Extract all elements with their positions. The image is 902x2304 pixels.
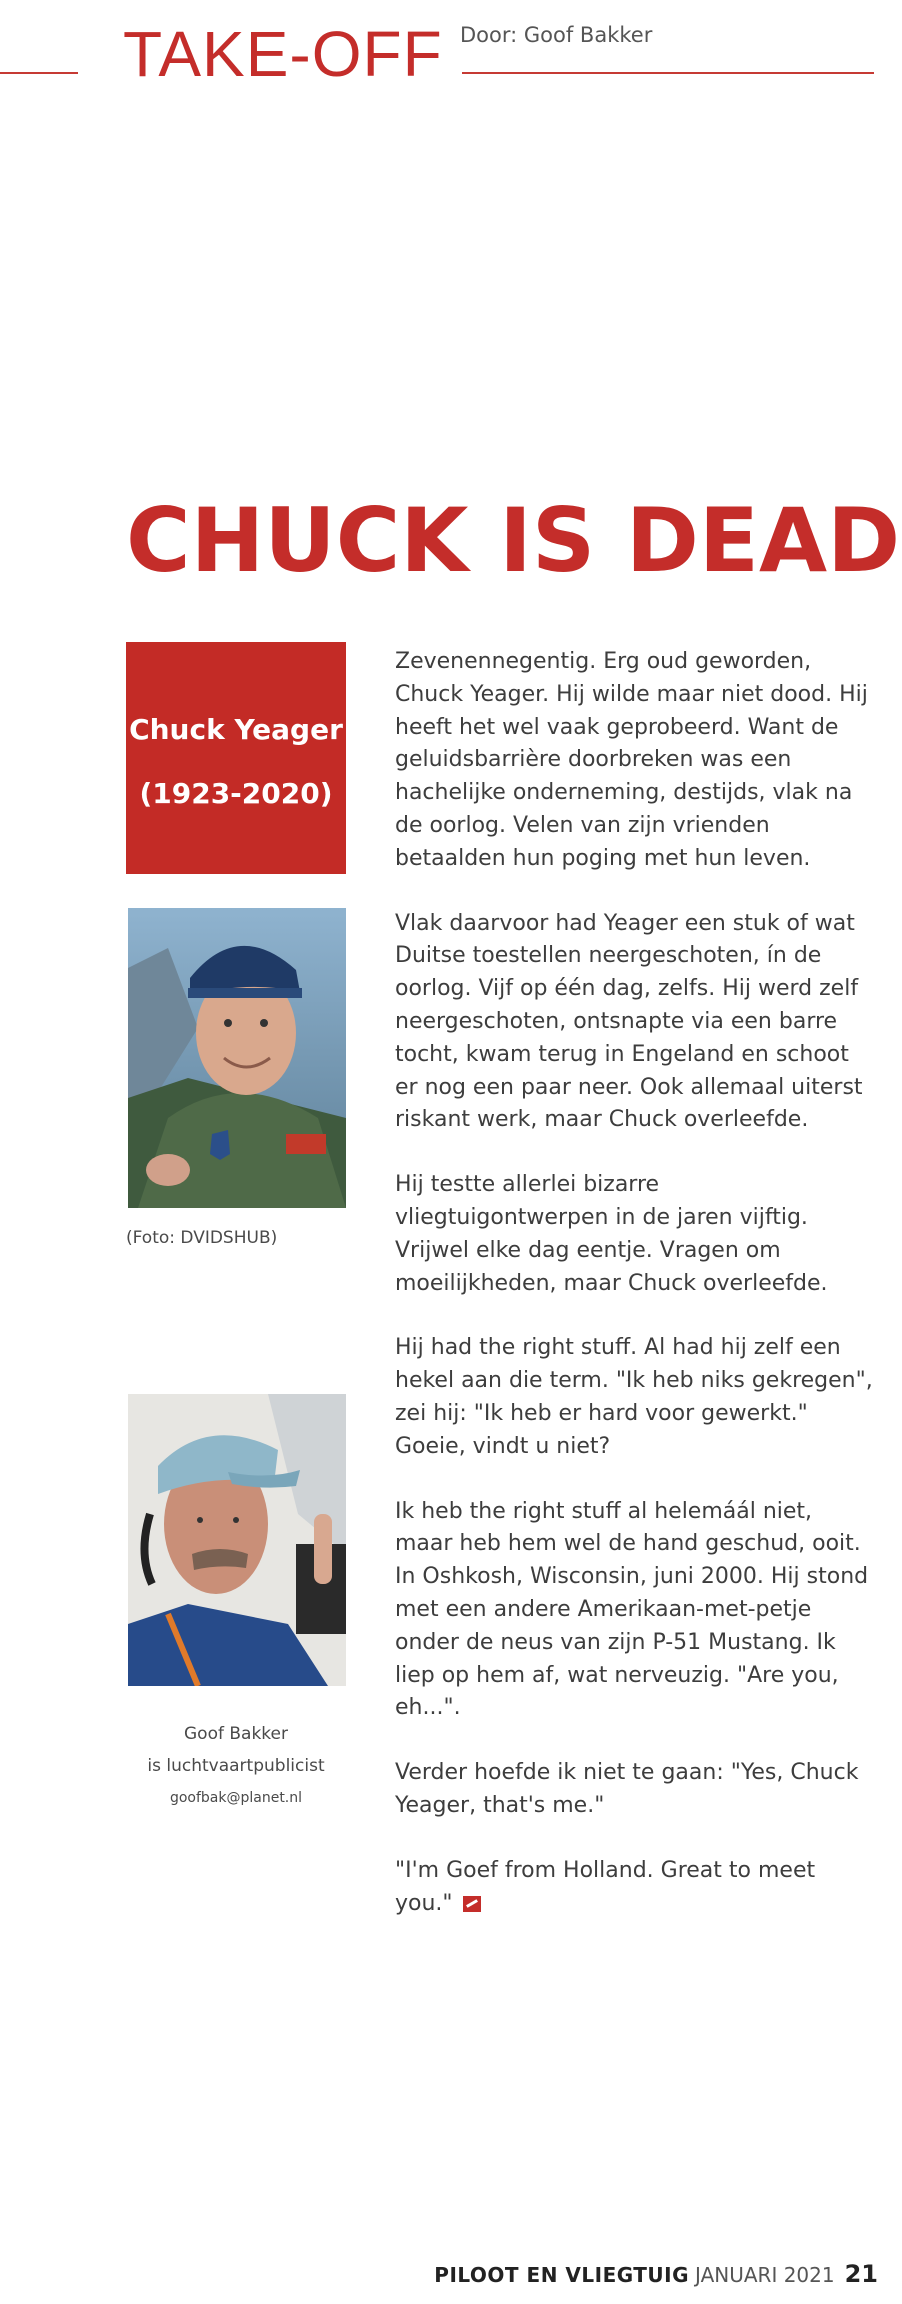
paragraph: Vlak daarvoor had Yeager een stuk of wat Duitse toestellen neergeschoten, ín de oorlog. Vijf op één dag, zelfs. Hij werd zelf neergeschoten, ontsnapte via een barre tocht, kwam terug in Engeland en schoot er nog een paar neer. Ook allemaal uiterst riskant werk, maar Chuck overleefde. — [395, 910, 863, 1133]
end-of-article-icon — [463, 1896, 481, 1912]
page-footer — [434, 2260, 878, 2289]
issue-date: JANUARI 2021 — [695, 2263, 835, 2287]
author-role: is luchtvaartpublicist — [147, 1756, 325, 1776]
author-name: Goof Bakker — [184, 1724, 288, 1744]
header-rule-right — [462, 72, 874, 74]
author-email: goofbak@planet.nl — [169, 1790, 303, 1806]
page-number: 21 — [844, 2260, 878, 2288]
byline: Door: Goof Bakker — [460, 23, 653, 47]
headline: CHUCK IS DEAD — [126, 489, 901, 592]
author-photo — [128, 1394, 346, 1686]
paragraph: Hij testte allerlei bizarre vliegtuigontwerpen in de jaren vijftig. Vrijwel elke dag eentje. Vragen om moeilijkheden, maar Chuck overleefde. — [395, 1172, 828, 1296]
name-box-name: Chuck Yeager — [129, 713, 343, 746]
paragraph-text: "I'm Goef from Holland. Great to meet you." — [395, 1857, 816, 1916]
last-paragraph — [395, 1855, 875, 1921]
header-rule-left — [0, 72, 78, 74]
magazine-name: PILOOT EN VLIEGTUIG — [434, 2263, 690, 2287]
paragraph: Zevenennegentig. Erg oud geworden, Chuck Yeager. Hij wilde maar niet dood. Hij heeft het wel vaak geprobeerd. Want de geluidsbarrière doorbreken was een hachelijke onderneming, destijds, vlak na de oorlog. Velen van zijn vrienden betaalden hun poging met hun leven. — [395, 649, 868, 871]
paragraph: Hij had the right stuff. Al had hij zelf een hekel aan die term. "Ik heb niks gekregen", zei hij: "Ik heb er hard voor gewerkt." Goeie, vindt u niet? — [395, 1335, 873, 1459]
name-box — [126, 642, 346, 874]
chuck-yeager-photo — [128, 908, 346, 1208]
paragraph: Ik heb the right stuff al helemáál niet, maar heb hem wel de hand geschud, ooit. In Oshkosh, Wisconsin, juni 2000. Hij stond met een andere Amerikaan-met-petje onder de neus van zijn P-51 Mustang. Ik liep op hem af, wat nerveuzig. "Are you, eh...". — [395, 1498, 869, 1721]
article-body — [395, 646, 875, 1952]
paragraph: Verder hoefde ik niet te gaan: "Yes, Chuck Yeager, that's me." — [395, 1760, 859, 1818]
author-caption — [126, 1718, 346, 1814]
name-box-years: (1923-2020) — [139, 777, 333, 810]
photo-credit: (Foto: DVIDSHUB) — [126, 1228, 278, 1248]
section-title: TAKE-OFF — [123, 18, 443, 90]
